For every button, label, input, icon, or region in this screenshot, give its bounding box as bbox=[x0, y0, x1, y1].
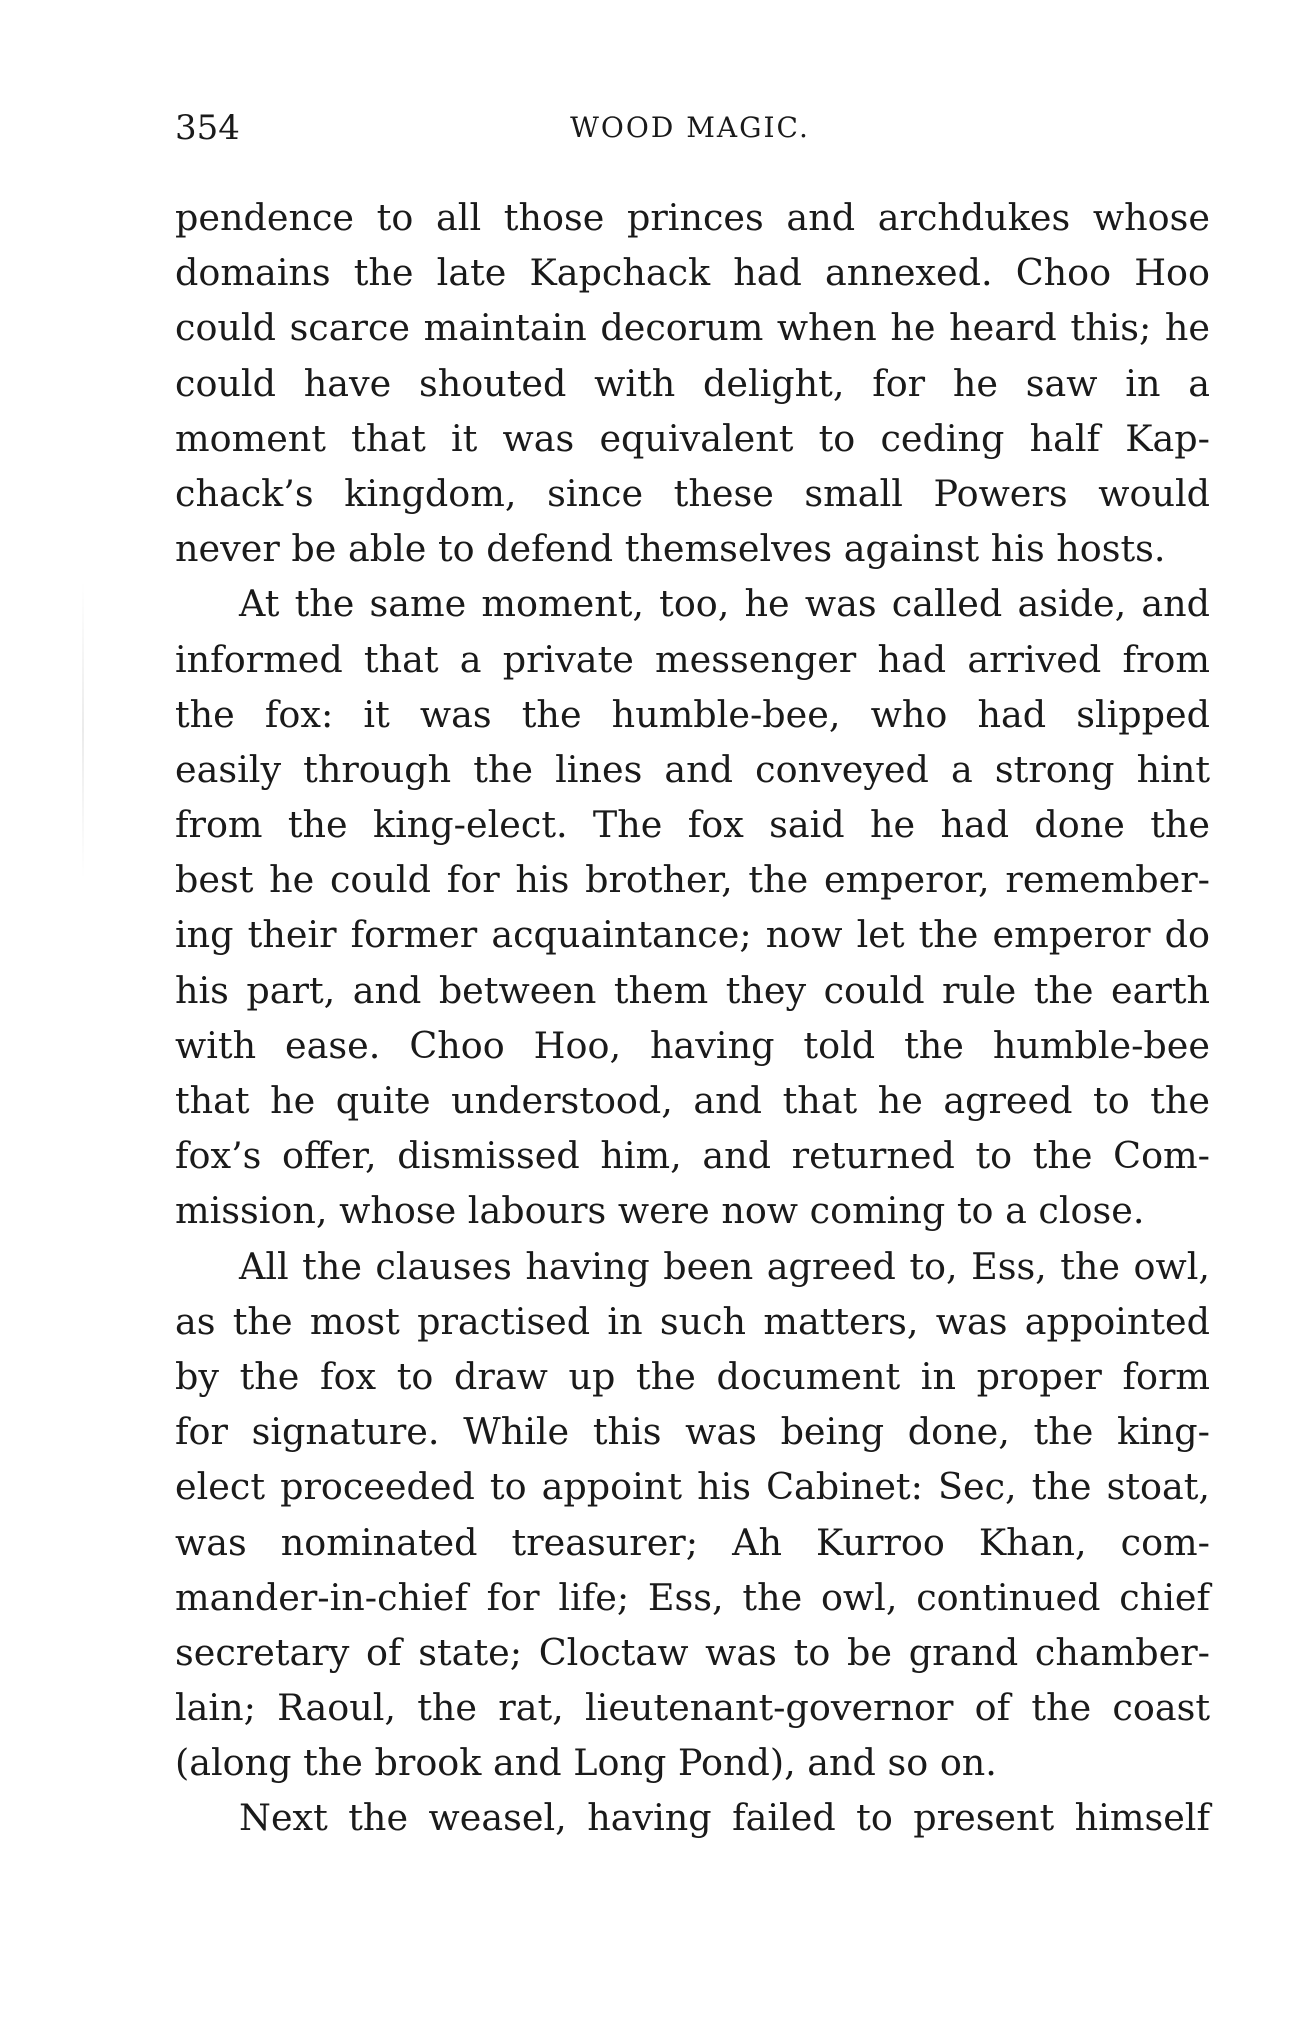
text-line: (along the brook and Long Pond), and so on. bbox=[175, 1741, 997, 1785]
text-line: by the fox to draw up the document in proper form bbox=[175, 1354, 1210, 1398]
text-line: fox’s offer, dismissed him, and returned to the Com- bbox=[175, 1134, 1210, 1178]
text-line: as the most practised in such matters, was appointed bbox=[175, 1299, 1210, 1343]
text-line: domains the late Kapchack had annexed. Choo Hoo bbox=[175, 251, 1210, 295]
text-line: moment that it was equivalent to ceding half Kap- bbox=[175, 416, 1210, 460]
text-line: his part, and between them they could rule the earth bbox=[175, 968, 1210, 1012]
text-line: mander-in-chief for life; Ess, the owl, continued chief bbox=[175, 1575, 1210, 1619]
text-line: mission, whose labours were now coming to a close. bbox=[175, 1189, 1145, 1233]
text-line: was nominated treasurer; Ah Kurroo Khan, com- bbox=[175, 1520, 1210, 1564]
text-line: informed that a private messenger had arrived from bbox=[175, 637, 1210, 681]
text-line: At the same moment, too, he was called aside, and bbox=[239, 582, 1210, 626]
text-line: best he could for his brother, the emperor, remember- bbox=[175, 858, 1210, 902]
text-line: elect proceeded to appoint his Cabinet: Sec, the stoat, bbox=[175, 1465, 1210, 1509]
running-title: WOOD MAGIC. bbox=[570, 111, 810, 144]
paragraph-1 bbox=[175, 190, 1210, 576]
text-line: from the king-elect. The fox said he had done the bbox=[175, 803, 1210, 847]
text-line: never be able to defend themselves against his hosts. bbox=[175, 527, 1166, 571]
text-line: the fox: it was the humble-bee, who had slipped bbox=[175, 692, 1210, 736]
paragraph-2 bbox=[175, 576, 1210, 1238]
text-line: could have shouted with delight, for he saw in a bbox=[175, 361, 1210, 405]
paragraph-3 bbox=[175, 1239, 1210, 1791]
text-line: secretary of state; Cloctaw was to be grand chamber- bbox=[175, 1630, 1210, 1674]
page-edge-shadow bbox=[82, 580, 84, 880]
text-line: pendence to all those princes and archdukes whose bbox=[175, 196, 1210, 239]
running-head bbox=[175, 108, 1205, 148]
text-line: All the clauses having been agreed to, Ess, the owl, bbox=[239, 1244, 1210, 1288]
text-line: could scarce maintain decorum when he heard this; he bbox=[175, 306, 1210, 350]
text-line: that he quite understood, and that he agreed to the bbox=[175, 1079, 1210, 1122]
text-line: chack’s kingdom, since these small Powers would bbox=[175, 471, 1210, 515]
text-line: ing their former acquaintance; now let the emperor do bbox=[175, 913, 1210, 957]
text-line: lain; Raoul, the rat, lieutenant-governor of the coast bbox=[175, 1686, 1210, 1730]
paragraph-4 bbox=[175, 1790, 1210, 1845]
page-number: 354 bbox=[175, 108, 240, 148]
text-line: easily through the lines and conveyed a strong hint bbox=[175, 747, 1210, 791]
text-line: Next the weasel, having failed to present himself bbox=[239, 1796, 1210, 1840]
text-line: for signature. While this was being done, the king- bbox=[175, 1410, 1210, 1454]
body-text bbox=[175, 190, 1210, 1846]
text-line: with ease. Choo Hoo, having told the humble-bee bbox=[175, 1023, 1210, 1067]
